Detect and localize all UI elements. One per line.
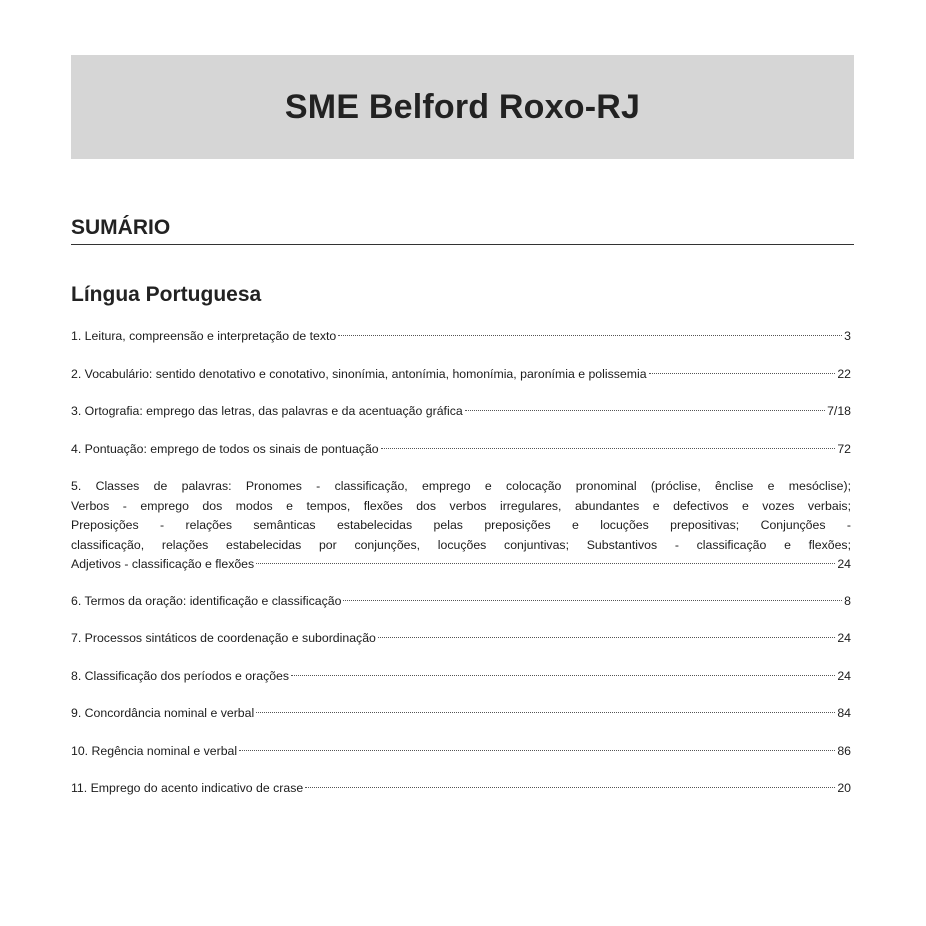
toc-entry-text-line: classificação, relações estabelecidas por conjunções, locuções conjuntivas; Substantivos - classificação e flexões; — [71, 537, 851, 552]
toc-entry-10 — [71, 742, 851, 762]
dot-leader — [305, 787, 835, 788]
toc-entry-text: 3. Ortografia: emprego das letras, das palavras e da acentuação gráfica — [71, 404, 463, 418]
dot-leader — [256, 712, 835, 713]
dot-leader — [378, 637, 835, 638]
dot-leader — [256, 563, 835, 564]
dot-leader — [291, 675, 835, 676]
section-header — [71, 216, 854, 245]
toc-entry-text: 7. Processos sintáticos de coordenação e subordinação — [71, 631, 376, 645]
dot-leader — [239, 750, 835, 751]
toc-entry-page: 24 — [837, 557, 851, 571]
toc-entry-5 — [71, 477, 851, 575]
toc-entry-text: Adjetivos - classificação e flexões — [71, 557, 255, 571]
toc-entry-text: 4. Pontuação: emprego de todos os sinais de pontuação — [71, 441, 379, 456]
toc-entry-text-line: Verbos - emprego dos modos e tempos, flexões dos verbos irregulares, abundantes e defectivos e vozes verbais; — [71, 498, 851, 513]
toc-entry-3 — [71, 402, 851, 422]
toc-entry-text: 8. Classificação dos períodos e orações — [71, 668, 290, 683]
toc-entry-text: 1. Leitura, compreensão e interpretação de texto — [71, 329, 337, 343]
toc-entry-text: 9. Concordância nominal e verbal — [71, 706, 255, 720]
header-banner — [71, 55, 854, 159]
toc-entry-page: 72 — [837, 441, 851, 456]
toc-entry-2 — [71, 365, 851, 385]
section-title: SUMÁRIO — [71, 216, 171, 239]
dot-leader — [381, 448, 836, 449]
toc-entry-page: 24 — [837, 631, 851, 645]
toc-entry-page: 3 — [844, 329, 851, 343]
toc-entry-text-line: 5. Classes de palavras: Pronomes - classificação, emprego e colocação pronominal (próclise, ênclise e mesóclise); — [71, 479, 851, 493]
toc-entry-8 — [71, 667, 851, 687]
toc-entry-page: 7/18 — [827, 404, 851, 418]
toc-entry-text: 6. Termos da oração: identificação e classificação — [71, 593, 342, 608]
dot-leader — [465, 410, 825, 411]
toc-entry-6 — [71, 592, 851, 612]
toc-entry-4 — [71, 440, 851, 460]
toc-entry-page: 22 — [837, 366, 851, 381]
toc-entry-11 — [71, 779, 851, 799]
dot-leader — [343, 600, 842, 601]
toc-entry-text: 11. Emprego do acento indicativo de crase — [71, 781, 304, 795]
toc-entry-text-line: Preposições - relações semânticas estabelecidas pelas preposições e locuções prepositivas; Conjunções - — [71, 518, 851, 532]
table-of-contents — [71, 327, 851, 817]
toc-entry-page: 8 — [844, 593, 851, 608]
toc-entry-page: 24 — [837, 668, 851, 683]
toc-entry-text: 10. Regência nominal e verbal — [71, 743, 238, 758]
dot-leader — [338, 335, 842, 336]
document-title: SME Belford Roxo-RJ — [284, 87, 641, 126]
dot-leader — [649, 373, 836, 374]
toc-entry-page: 86 — [837, 743, 851, 758]
toc-entry-1 — [71, 327, 851, 347]
toc-entry-7 — [71, 629, 851, 649]
toc-entry-9 — [71, 704, 851, 724]
toc-entry-page: 20 — [837, 781, 851, 795]
subject-title: Língua Portuguesa — [71, 283, 262, 306]
toc-entry-text: 2. Vocabulário: sentido denotativo e conotativo, sinonímia, antonímia, homonímia, paronímia e polissemia — [71, 366, 647, 381]
toc-entry-page: 84 — [837, 706, 851, 720]
